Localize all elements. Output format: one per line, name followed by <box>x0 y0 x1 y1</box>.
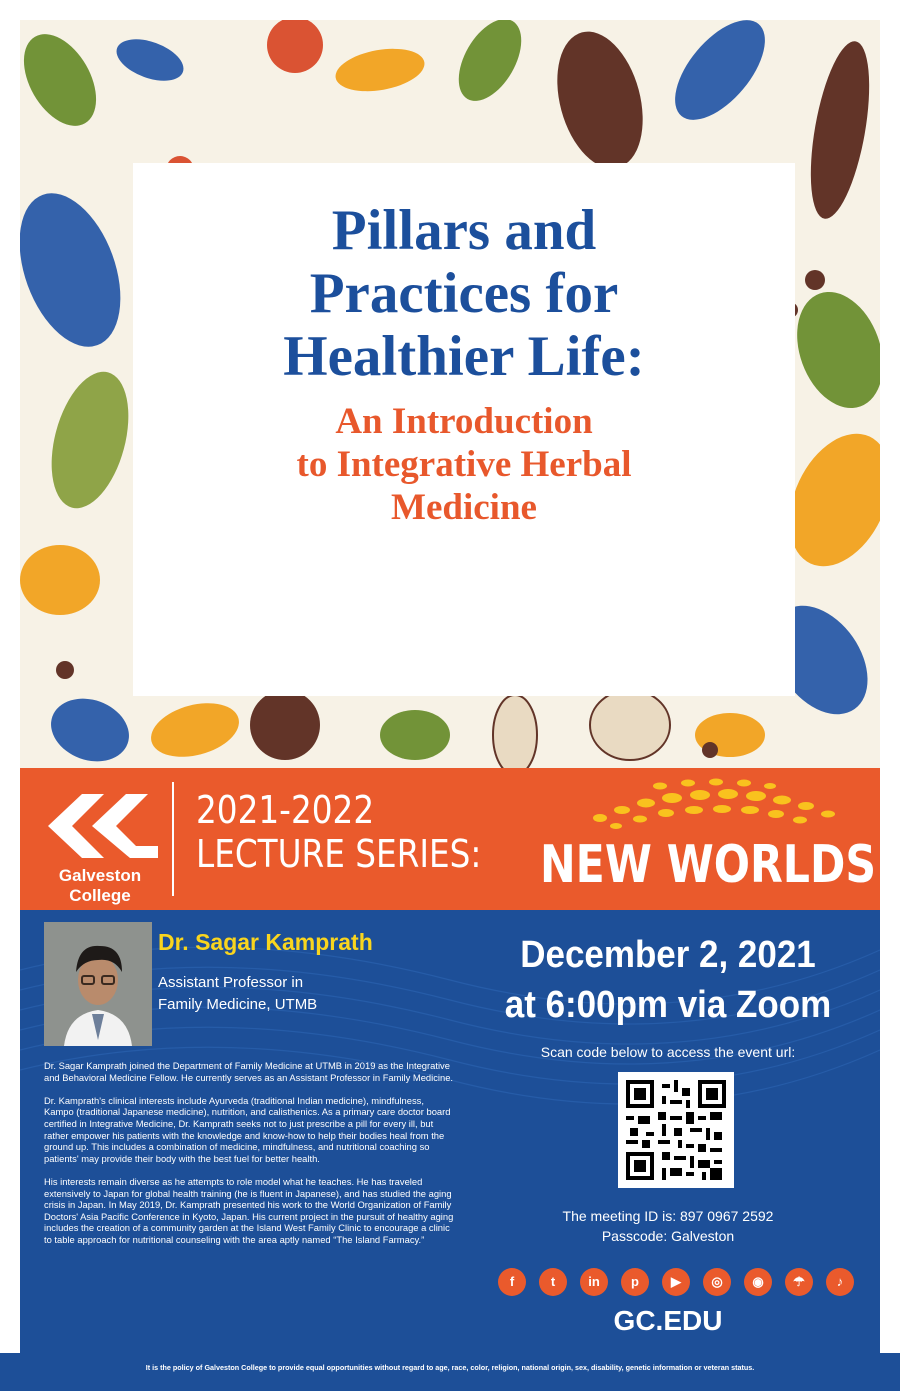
event-title <box>133 199 795 388</box>
speaker-title-line: Assistant Professor in <box>158 974 304 991</box>
event-date-line: December 2, 2021 <box>520 934 816 976</box>
meeting-info <box>468 1206 868 1246</box>
snapchat-icon[interactable]: ☂ <box>785 1268 813 1296</box>
event-time-line: at 6:00pm via Zoom <box>504 984 832 1026</box>
speaker-name: Dr. Sagar Kamprath <box>158 929 373 955</box>
galveston-college-logo <box>42 788 162 905</box>
meeting-passcode: Passcode: Galveston <box>601 1228 735 1244</box>
tiktok-icon[interactable]: ♪ <box>826 1268 854 1296</box>
facebook-icon[interactable]: f <box>498 1268 526 1296</box>
series-heading <box>196 788 481 876</box>
title-line: Healthier Life: <box>283 325 645 388</box>
speaker-portrait-icon <box>44 922 152 1046</box>
title-line: Pillars and <box>331 199 597 262</box>
subtitle-line: to Integrative Herbal <box>296 444 632 485</box>
bio-paragraph: Dr. Sagar Kamprath joined the Department of Family Medicine at UTMB in 2019 as the Integrative and Behavioral Medicine Fellow. He currently serves as an Assistant Professor in Family Medicine. <box>44 1060 454 1083</box>
bio-paragraph: Dr. Kamprath's clinical interests include Ayurveda (traditional Indian medicine), mindfulness, Kampo (traditional Japanese medicine), nutrition, and calisthenics. As a primary care doctor board certified in Integrative Medicine, Dr. Kamprath seeks not to just prescribe a pill for every ill, but rather empower his patients with the knowledge and know-how to help their bodies heal from the ground up. This includes a combination of medicine, mindfulness, and nutritional coaching so patients' may provide their body with the best fuel for better health. <box>44 1094 451 1164</box>
title-box <box>133 163 795 696</box>
herbal-illustration <box>20 20 880 768</box>
title-line: Practices for <box>309 262 619 325</box>
youtube-icon[interactable]: ▶ <box>662 1268 690 1296</box>
event-qr-code[interactable] <box>618 1072 734 1188</box>
series-theme: NEW WORLDS <box>540 835 877 895</box>
equal-opportunity-policy: It is the policy of Galveston College to provide equal opportunities without regard to age, race, color, religion, national origin, sex, disability, genetic information or veteran status. <box>145 1363 755 1372</box>
logo-name: Galveston <box>58 866 142 885</box>
logo-name-2: College <box>69 886 131 905</box>
meeting-id: The meeting ID is: 897 0967 2592 <box>562 1208 774 1224</box>
scan-instructions: Scan code below to access the event url: <box>540 1044 796 1060</box>
subtitle-line: An Introduction <box>335 401 593 442</box>
policy-bar <box>0 1353 900 1391</box>
band-divider <box>172 782 174 896</box>
speaker-photo <box>44 922 152 1046</box>
new-worlds-dots-icon <box>560 776 860 836</box>
series-label: LECTURE SERIES: <box>196 832 482 876</box>
event-subtitle <box>133 400 795 529</box>
series-years: 2021-2022 <box>196 788 375 832</box>
bio-paragraph: His interests remain diverse as he attempts to role model what he teaches. He has traveled extensively to Japan for global health training (he is fluent in Japanese), and has studied the aging crisis in Japan. In May 2019, Dr. Kamprath presented his work to the World Organization of Family Doctors' Asia Pacific Conference in Kyoto, Japan. His current project in the pursuit of healthy aging includes the creation of a community garden at the Island West Family Clinic to encourage a clinic to table approach for nutritional counseling with the area aptly named “The Island Farmacy.” <box>44 1175 454 1245</box>
event-date <box>484 930 852 1030</box>
social-media-icons <box>498 1268 858 1296</box>
speaker-title-line: Family Medicine, UTMB <box>158 996 318 1013</box>
twitter-icon[interactable]: t <box>539 1268 567 1296</box>
event-details-panel <box>20 910 880 1371</box>
website-link[interactable]: GC.EDU <box>613 1305 723 1336</box>
lecture-series-band <box>20 768 880 910</box>
speaker-bio <box>44 1060 456 1257</box>
pinterest-icon[interactable]: p <box>621 1268 649 1296</box>
linkedin-icon[interactable]: in <box>580 1268 608 1296</box>
qr-code-icon <box>626 1080 726 1180</box>
gc-logo-icon <box>42 788 158 864</box>
speaker-title <box>158 972 398 1016</box>
poster <box>20 20 880 1371</box>
reddit-icon[interactable]: ◉ <box>744 1268 772 1296</box>
subtitle-line: Medicine <box>391 487 537 528</box>
instagram-icon[interactable]: ◎ <box>703 1268 731 1296</box>
